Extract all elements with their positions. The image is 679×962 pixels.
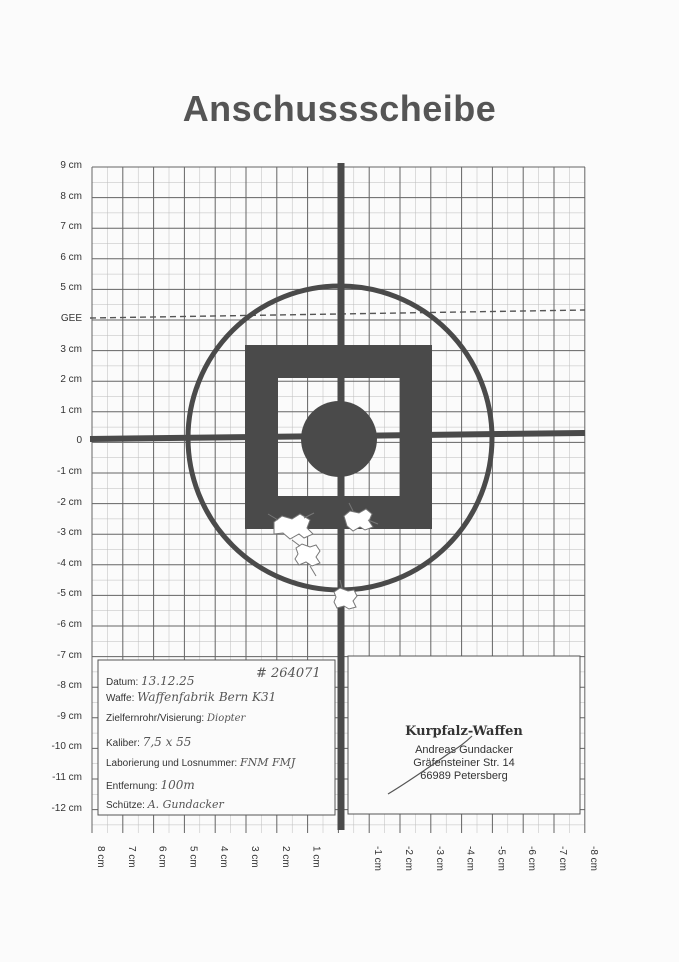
row-waffe bbox=[106, 690, 276, 704]
row-entfernung bbox=[106, 778, 195, 792]
kaliber-label: Kaliber: bbox=[106, 738, 140, 749]
x-axis-label: -8 cm bbox=[587, 846, 599, 871]
schuetze-label: Schütze: bbox=[106, 800, 145, 811]
x-axis-label: 2 cm bbox=[279, 846, 291, 868]
x-axis-label: -5 cm bbox=[495, 846, 507, 871]
crosshair-horizontal bbox=[90, 433, 585, 439]
laborierung-label: Laborierung und Losnummer: bbox=[106, 758, 238, 769]
datum-label: Datum: bbox=[106, 677, 139, 688]
y-axis-label: 3 cm bbox=[60, 343, 82, 355]
row-datum bbox=[106, 674, 194, 688]
y-axis-label: -6 cm bbox=[57, 619, 82, 630]
y-axis-label: GEE bbox=[60, 313, 82, 324]
y-axis-label: -4 cm bbox=[57, 557, 82, 569]
row-serial bbox=[256, 666, 321, 681]
laborierung-value: FNM FMJ bbox=[239, 756, 296, 769]
y-axis-label: 9 cm bbox=[60, 160, 82, 171]
y-axis-label: -7 cm bbox=[57, 649, 82, 661]
datum-value: 13.12.25 bbox=[141, 674, 195, 688]
zielfernrohr-label: Zielfernrohr/Visierung: bbox=[106, 713, 205, 724]
y-axis-label: 7 cm bbox=[60, 221, 82, 233]
y-axis-label: 1 cm bbox=[60, 404, 82, 416]
y-axis-label: 5 cm bbox=[60, 282, 82, 294]
y-axis-label: -12 cm bbox=[51, 802, 82, 814]
x-axis-label: 3 cm bbox=[249, 846, 260, 868]
zielfernrohr-value: Diopter bbox=[206, 713, 246, 724]
y-axis-label: 8 cm bbox=[60, 190, 82, 202]
company-street: Gräfensteiner Str. 14 bbox=[413, 757, 515, 769]
serial-value: # 264071 bbox=[256, 666, 321, 681]
y-axis-label: -2 cm bbox=[57, 496, 82, 508]
row-kaliber bbox=[106, 735, 191, 749]
signature bbox=[348, 656, 580, 814]
waffe-label: Waffe: bbox=[106, 693, 135, 704]
x-axis-label: -6 cm bbox=[526, 846, 538, 871]
x-axis-label: 7 cm bbox=[125, 846, 137, 868]
kaliber-value: 7,5 x 55 bbox=[142, 735, 192, 749]
entfernung-label: Entfernung: bbox=[106, 781, 158, 792]
x-axis-label: -2 cm bbox=[403, 846, 414, 871]
y-axis-label: -5 cm bbox=[57, 588, 82, 600]
bullet-hole bbox=[292, 540, 320, 576]
y-axis-label: -1 cm bbox=[57, 466, 82, 477]
y-axis-label: -10 cm bbox=[51, 741, 82, 753]
company-city: 66989 Petersberg bbox=[420, 770, 508, 782]
schuetze-value: A. Gundacker bbox=[147, 798, 224, 811]
x-axis-label: -7 cm bbox=[557, 846, 568, 871]
x-axis-label: 6 cm bbox=[156, 846, 168, 868]
x-axis-label: -1 cm bbox=[372, 846, 384, 871]
company-stamp bbox=[348, 656, 580, 814]
y-axis-label: 6 cm bbox=[60, 251, 82, 263]
entfernung-value: 100m bbox=[160, 778, 195, 792]
info-form bbox=[98, 660, 335, 815]
x-axis-label: 8 cm bbox=[95, 846, 106, 868]
x-axis-label: -3 cm bbox=[433, 846, 445, 871]
page-title: Anschussscheibe bbox=[182, 88, 497, 129]
row-schuetze bbox=[106, 798, 224, 811]
y-axis-label: -8 cm bbox=[57, 680, 82, 692]
row-laborierung bbox=[106, 756, 295, 769]
x-axis-label: 4 cm bbox=[218, 846, 230, 868]
y-axis-label: -11 cm bbox=[52, 772, 82, 783]
y-axis-label: 2 cm bbox=[60, 374, 82, 386]
row-zielfernrohr bbox=[106, 713, 245, 724]
y-axis-label: -9 cm bbox=[57, 710, 82, 722]
x-axis-label: 5 cm bbox=[187, 846, 199, 868]
company-contact-name: Andreas Gundacker bbox=[415, 744, 513, 756]
y-axis-label: -3 cm bbox=[57, 527, 82, 539]
y-axis-label: 0 bbox=[76, 435, 82, 447]
x-axis-label: -4 cm bbox=[464, 846, 476, 871]
company-name: Kurpfalz-Waffen bbox=[405, 724, 523, 739]
waffe-value: Waffenfabrik Bern K31 bbox=[137, 690, 277, 704]
x-axis-label: 1 cm bbox=[310, 846, 322, 868]
